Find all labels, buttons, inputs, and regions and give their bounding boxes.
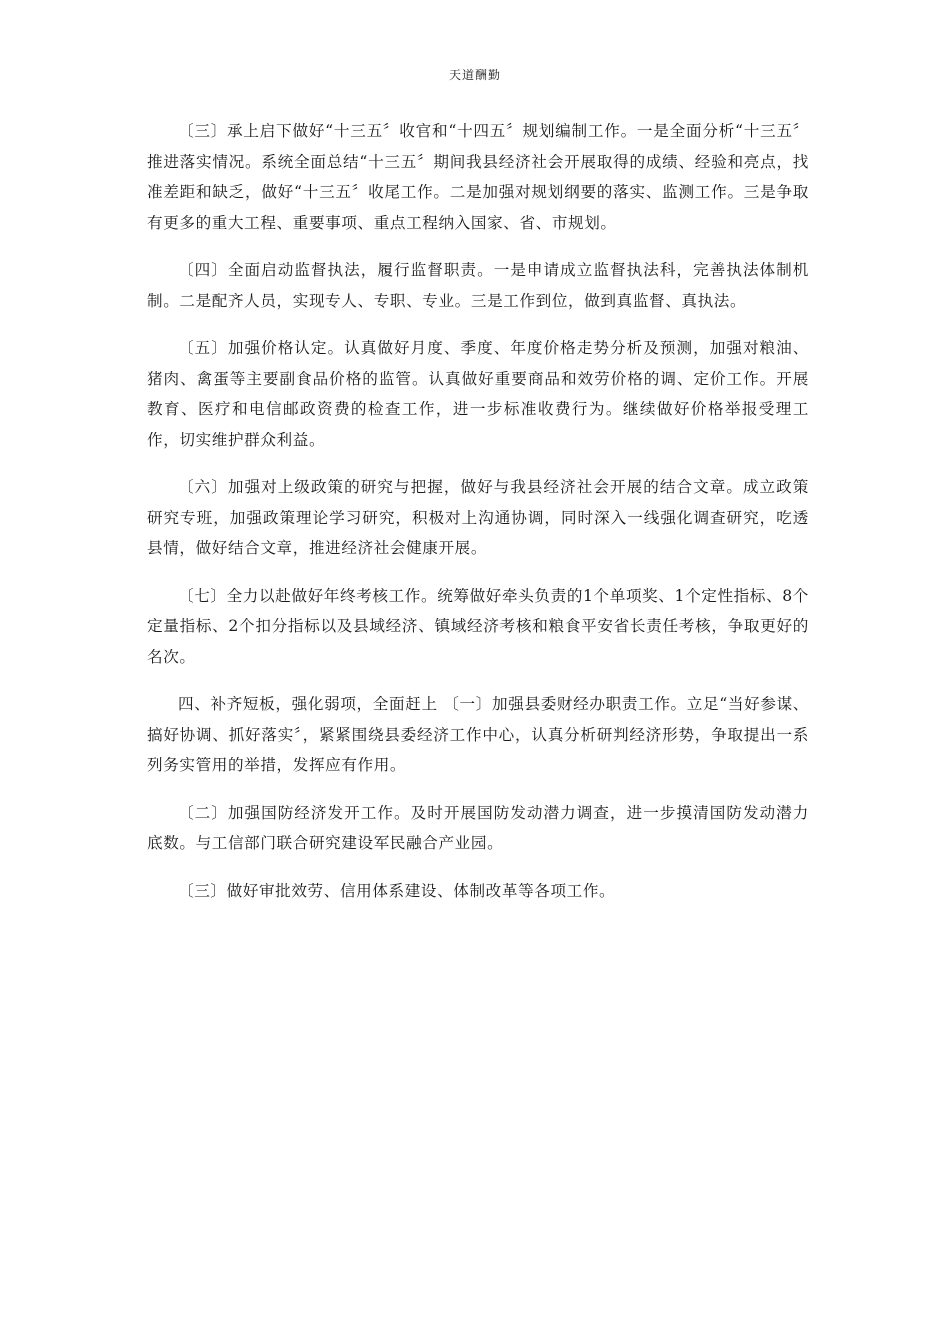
paragraph-approval-services: 〔三〕做好审批效劳、信用体系建设、体制改革等各项工作。	[178, 881, 616, 900]
page-header-title: 天道酬勤	[448, 68, 501, 82]
paragraph-defense-economy: 〔二〕加强国防经济发开工作。及时开展国防发动潜力调查，进一步摸清国防发动潜力底数。与工信部门联合研究建设军民融合产业园。	[147, 803, 809, 852]
paragraph-3-planning: 〔三〕承上启下做好“十三五〞收官和“十四五〞规划编制工作。一是全面分析“十三五〞推进落实情况。系统全面总结“十三五〞期间我县经济社会开展取得的成绩、经验和亮点，找准差距和缺乏，做好“十三五〞收尾工作。二是加强对规划纲要的落实、监测工作。三是争取有更多的重大工程、重要事项、重点工程纳入国家、省、市规划。	[147, 122, 809, 232]
paragraph-section-4: 四、补齐短板，强化弱项，全面赶上 〔一〕加强县委财经办职责工作。立足“当好参谋、搞好协调、抓好落实〞，紧紧围绕县委经济工作中心，认真分析研判经济形势，争取提出一系列务实管用的举措，发挥应有作用。	[147, 695, 809, 774]
document-body	[147, 116, 809, 923]
paragraph-6-policy-research: 〔六〕加强对上级政策的研究与把握，做好与我县经济社会开展的结合文章。成立政策研究专班，加强政策理论学习研究，积极对上沟通协调，同时深入一线强化调查研究，吃透县情，做好结合文章，推进经济社会健康开展。	[147, 478, 809, 557]
paragraph-5-pricing: 〔五〕加强价格认定。认真做好月度、季度、年度价格走势分析及预测，加强对粮油、猪肉、禽蛋等主要副食品价格的监管。认真做好重要商品和效劳价格的调、定价工作。开展教育、医疗和电信邮政资费的检查工作，进一步标准收费行为。继续做好价格举报受理工作，切实维护群众利益。	[147, 339, 809, 449]
paragraph-4-supervision: 〔四〕全面启动监督执法，履行监督职责。一是申请成立监督执法科，完善执法体制机制。二是配齐人员，实现专人、专职、专业。三是工作到位，做到真监督、真执法。	[147, 261, 809, 310]
paragraph-7-assessment: 〔七〕全力以赴做好年终考核工作。统筹做好牵头负责的1个单项奖、1个定性指标、8个定量指标、2个扣分指标以及县域经济、镇域经济考核和粮食平安省长责任考核，争取更好的名次。	[147, 586, 809, 666]
